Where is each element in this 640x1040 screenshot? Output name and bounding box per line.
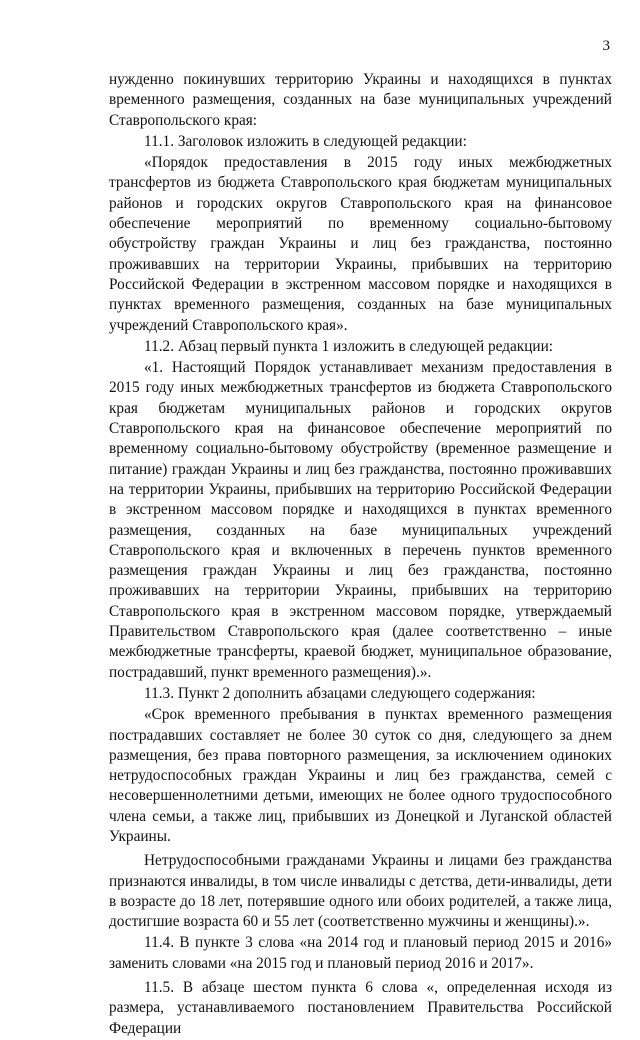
paragraph: 11.5. В абзаце шестом пункта 6 слова «, определенная исходя из размера, устанавливаемого постановлением Правительства Российской Федерации <box>109 979 612 1037</box>
paragraph: 11.2. Абзац первый пункта 1 изложить в следующей редакции: <box>144 337 554 355</box>
paragraph: 11.4. В пункте 3 слова «на 2014 год и плановый период 2015 и 2016» заменить словами «на 2015 год и плановый период 2016 и 2017». <box>109 934 612 972</box>
paragraph: «Порядок предоставления в 2015 году иных межбюджетных трансфертов из бюджета Ставропольского края бюджетам муниципальных районов и городских округов Ставропольского края на финансовое обеспечение мероприятий по временному социально-бытовому обустройству граждан Украины и лиц без гражданства, постоянно проживавших на территории Украины, прибывших на территорию Российской Федерации в экстренном массовом порядке и находящихся в пунктах временного размещения, созданных на базе муниципальных учреждений Ставропольского края». <box>109 154 612 334</box>
document-body <box>109 70 612 1040</box>
paragraph: нужденно покинувших территорию Украины и находящихся в пунктах временного размещения, созданных на базе муниципальных учреждений Ставропольского края: <box>109 71 612 129</box>
paragraph: Нетрудоспособными гражданами Украины и лицами без гражданства признаются инвалиды, в том числе инвалиды с детства, дети-инвалиды, дети в возрасте до 18 лет, потерявшие одного или обоих родителей, а также лица, достигшие возраста 60 и 55 лет (соответственно мужчины и женщины).». <box>109 852 612 931</box>
paragraph: 11.1. Заголовок изложить в следующей редакции: <box>144 132 467 150</box>
paragraph: «Срок временного пребывания в пунктах временного размещения пострадавших составляет не более 30 суток со дня, следующего за днем размещения, без права повторного размещения, за исключением одиноких нетрудоспособных граждан Украины и лиц без гражданства, семей с несовершеннолетними детьми, имеющих не более одного трудоспособного члена семьи, а также лиц, прибывших из Донецкой и Луганской областей Украины. <box>109 706 612 845</box>
paragraph: 11.3. Пункт 2 дополнить абзацами следующего содержания: <box>144 684 536 702</box>
page-number: 3 <box>602 38 610 54</box>
paragraph: «1. Настоящий Порядок устанавливает механизм предоставления в 2015 году иных межбюджетных трансфертов из бюджета Ставропольского края бюджетам муниципальных районов и городских округов Ставропольского края на финансовое обеспечение мероприятий по временному социально-бытовому обустройству (временное размещение и питание) граждан Украины и лиц без гражданства, постоянно проживавших на территории Украины, прибывших на территорию Российской Федерации в экстренном массовом порядке и находящихся в пунктах временного размещения, созданных на базе муниципальных учреждений Ставропольского края и включенных в перечень пунктов временного размещения граждан Украины и лиц без гражданства, постоянно проживавших на территории Украины, прибывших на территорию Ставропольского края в экстренном массовом порядке, утверждаемый Правительством Ставропольского края (далее соответственно – иные межбюджетные трансферты, краевой бюджет, муниципальное образование, пострадавший, пункт временного размещения).». <box>109 359 612 681</box>
